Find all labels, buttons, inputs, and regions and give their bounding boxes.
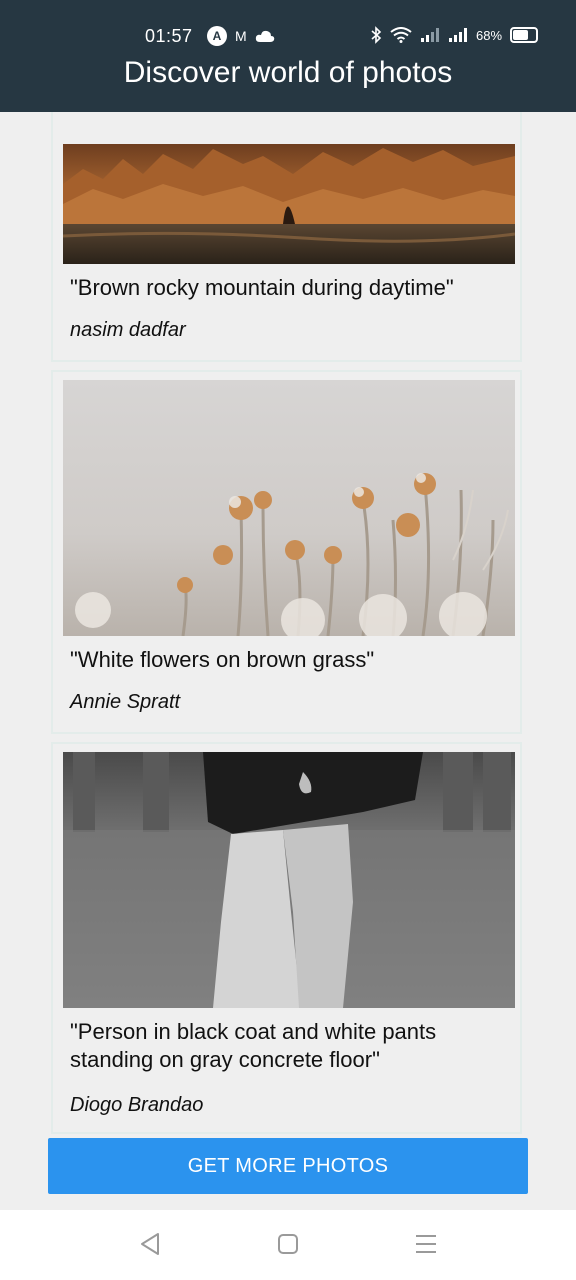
status-bar [0,22,576,52]
photo-image[interactable] [63,380,515,636]
wifi-icon [390,27,412,43]
photo-caption: "White flowers on brown grass" [70,647,375,672]
photo-caption: "Brown rocky mountain during daytime" [70,275,454,300]
photo-feed[interactable] [0,112,576,1210]
battery-percent: 68% [476,27,503,43]
status-time: 01:57 [145,26,193,46]
gmail-icon: M [235,28,247,44]
system-nav-bar [0,1210,576,1280]
battery-level-fill [513,30,528,40]
photo-author: Diogo Brandao [70,1094,204,1116]
photo-author: nasim dadfar [70,319,186,341]
recents-menu-icon[interactable] [412,1230,440,1258]
photo-caption: "Person in black coat and white pants standing on gray concrete floor" [70,1019,437,1072]
photo-author: Annie Spratt [70,691,181,713]
app-notification-icon: A [207,26,227,46]
photo-image[interactable] [63,144,515,264]
notification-icons [207,26,275,46]
photo-card[interactable] [51,742,522,1134]
back-icon[interactable] [136,1230,164,1258]
status-right [370,26,538,44]
photo-card[interactable] [51,370,522,734]
signal-icon-sim2 [448,27,468,43]
photo-card[interactable] [51,112,522,362]
photo-image[interactable] [63,752,515,1008]
page-title: Discover world of photos [123,56,453,89]
cloud-icon [255,29,275,43]
signal-icon-sim1 [420,27,440,43]
battery-icon [510,27,538,43]
get-more-photos-button[interactable]: GET MORE PHOTOS [48,1138,528,1194]
home-icon[interactable] [274,1230,302,1258]
app-header [0,0,576,112]
bluetooth-icon [370,26,382,44]
